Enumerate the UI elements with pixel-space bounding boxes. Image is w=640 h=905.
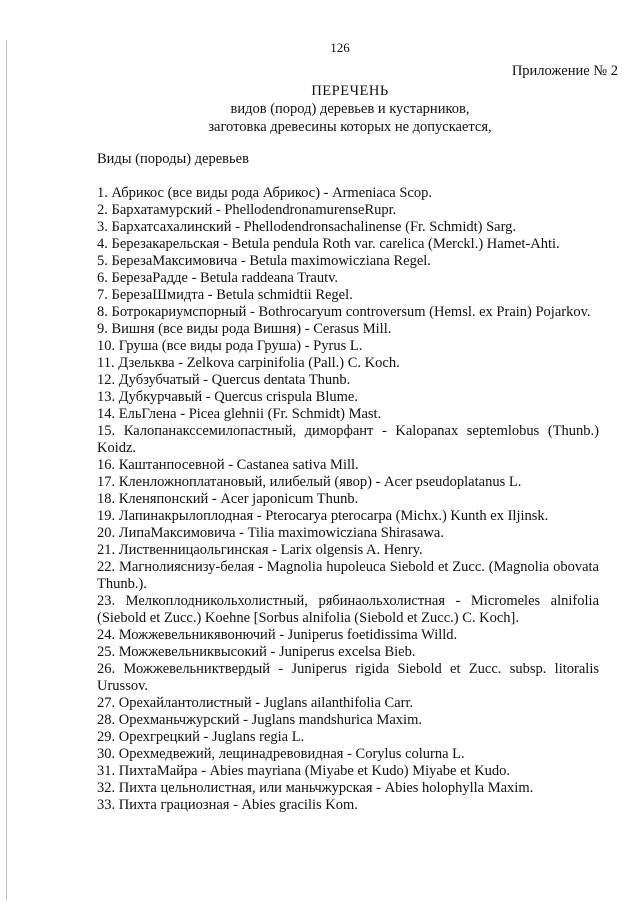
- list-item: 5. БерезаМаксимовича - Betula maximowicziana Regel.: [97, 253, 431, 269]
- list-item: 23. Мелкоплодникольхолистный, рябинаольхолистная - Micromeles alnifolia (Siebold et Zucc.) Koehne [Sorbus alnifolia (Siebold et Zucc.) C. Koch].: [97, 593, 599, 626]
- list-item: 21. Лиственницаольгинская - Larix olgensis A. Henry.: [97, 542, 423, 558]
- list-item: 29. Орехгрецкий - Juglans regia L.: [97, 729, 305, 745]
- appendix-label: Приложение № 2: [511, 63, 618, 79]
- scan-margin-line: [6, 40, 7, 900]
- list-item: 11. Дзельква - Zelkova carpinifolia (Pall.) C. Koch.: [97, 355, 400, 371]
- list-item: 26. Можжевельниктвердый - Juniperus rigida Siebold et Zucc. subsp. litoralis Urussov.: [97, 661, 599, 694]
- list-item: 9. Вишня (все виды рода Вишня) - Cerasus Mill.: [97, 321, 392, 337]
- list-item: 32. Пихта цельнолистная, или маньчжурская - Abies holophylla Maxim.: [97, 780, 534, 796]
- page-number: 126: [330, 40, 350, 55]
- list-item: 20. ЛипаМаксимовича - Tilia maximowicziana Shirasawa.: [97, 525, 444, 541]
- section-label: Виды (породы) деревьев: [97, 151, 249, 167]
- list-item: 33. Пихта грациозная - Abies gracilis Kom.: [97, 797, 358, 813]
- species-list: [97, 185, 599, 814]
- heading-line-2: заготовка древесины которых не допускается,: [208, 119, 492, 135]
- list-item: 16. Каштанпосевной - Castanea sativa Mill.: [97, 457, 359, 473]
- list-item: 7. БерезаШмидта - Betula schmidtii Regel.: [97, 287, 353, 303]
- heading-line-1: видов (пород) деревьев и кустарников,: [230, 101, 470, 117]
- list-item: 14. ЕльГлена - Picea glehnii (Fr. Schmidt) Mast.: [97, 406, 382, 422]
- list-item: 1. Абрикос (все виды рода Абрикос) - Armeniaca Scop.: [97, 185, 432, 201]
- list-item: 12. Дубзубчатый - Quercus dentata Thunb.: [97, 372, 351, 388]
- list-item: 31. ПихтаМайра - Abies mayriana (Miyabe et Kudo) Miyabe et Kudo.: [97, 763, 511, 779]
- list-item: 19. Лапинакрылоплодная - Pterocarya pterocarpa (Michx.) Kunth ex Iljinsk.: [97, 508, 549, 524]
- list-item: 15. Калопанакссемилопастный, диморфант - Kalopanax septemlobus (Thunb.) Koidz.: [97, 423, 599, 456]
- list-item: 10. Груша (все виды рода Груша) - Pyrus L.: [97, 338, 363, 354]
- list-item: 25. Можжевельниквысокий - Juniperus excelsa Bieb.: [97, 644, 416, 660]
- list-item: 2. Бархатамурский - PhellodendronamurenseRupr.: [97, 202, 397, 218]
- list-item: 18. Кленяпонский - Acer japonicum Thunb.: [97, 491, 359, 507]
- document-heading: [0, 82, 640, 136]
- list-item: 17. Кленложноплатановый, илибелый (явор) - Acer pseudoplatanus L.: [97, 474, 522, 490]
- list-item: 28. Орехманьчжурский - Juglans mandshurica Maxim.: [97, 712, 422, 728]
- list-item: 27. Орехайлантолистный - Juglans ailanthifolia Carr.: [97, 695, 414, 711]
- list-item: 24. Можжевельникявонючий - Juniperus foetidissima Willd.: [97, 627, 458, 643]
- list-item: 22. Магнолияснизу-белая - Magnolia hupoleuca Siebold et Zucc. (Magnolia obovata Thunb.).: [97, 559, 599, 592]
- list-item: 3. Бархатсахалинский - Phellodendronsachalinense (Fr. Schmidt) Sarg.: [97, 219, 517, 235]
- list-item: 4. Березакарельская - Betula pendula Roth var. carelica (Merckl.) Hamet-Ahti.: [97, 236, 560, 252]
- list-item: 13. Дубкурчавый - Quercus crispula Blume.: [97, 389, 358, 405]
- list-item: 8. Ботрокариумспорный - Bothrocaryum controversum (Hemsl. ex Prain) Pojarkov.: [97, 304, 591, 320]
- list-item: 30. Орехмедвежий, лещинадревовидная - Corylus colurna L.: [97, 746, 465, 762]
- list-item: 6. БерезаРадде - Betula raddeana Trautv.: [97, 270, 339, 286]
- heading-title: ПЕРЕЧЕНЬ: [311, 83, 389, 99]
